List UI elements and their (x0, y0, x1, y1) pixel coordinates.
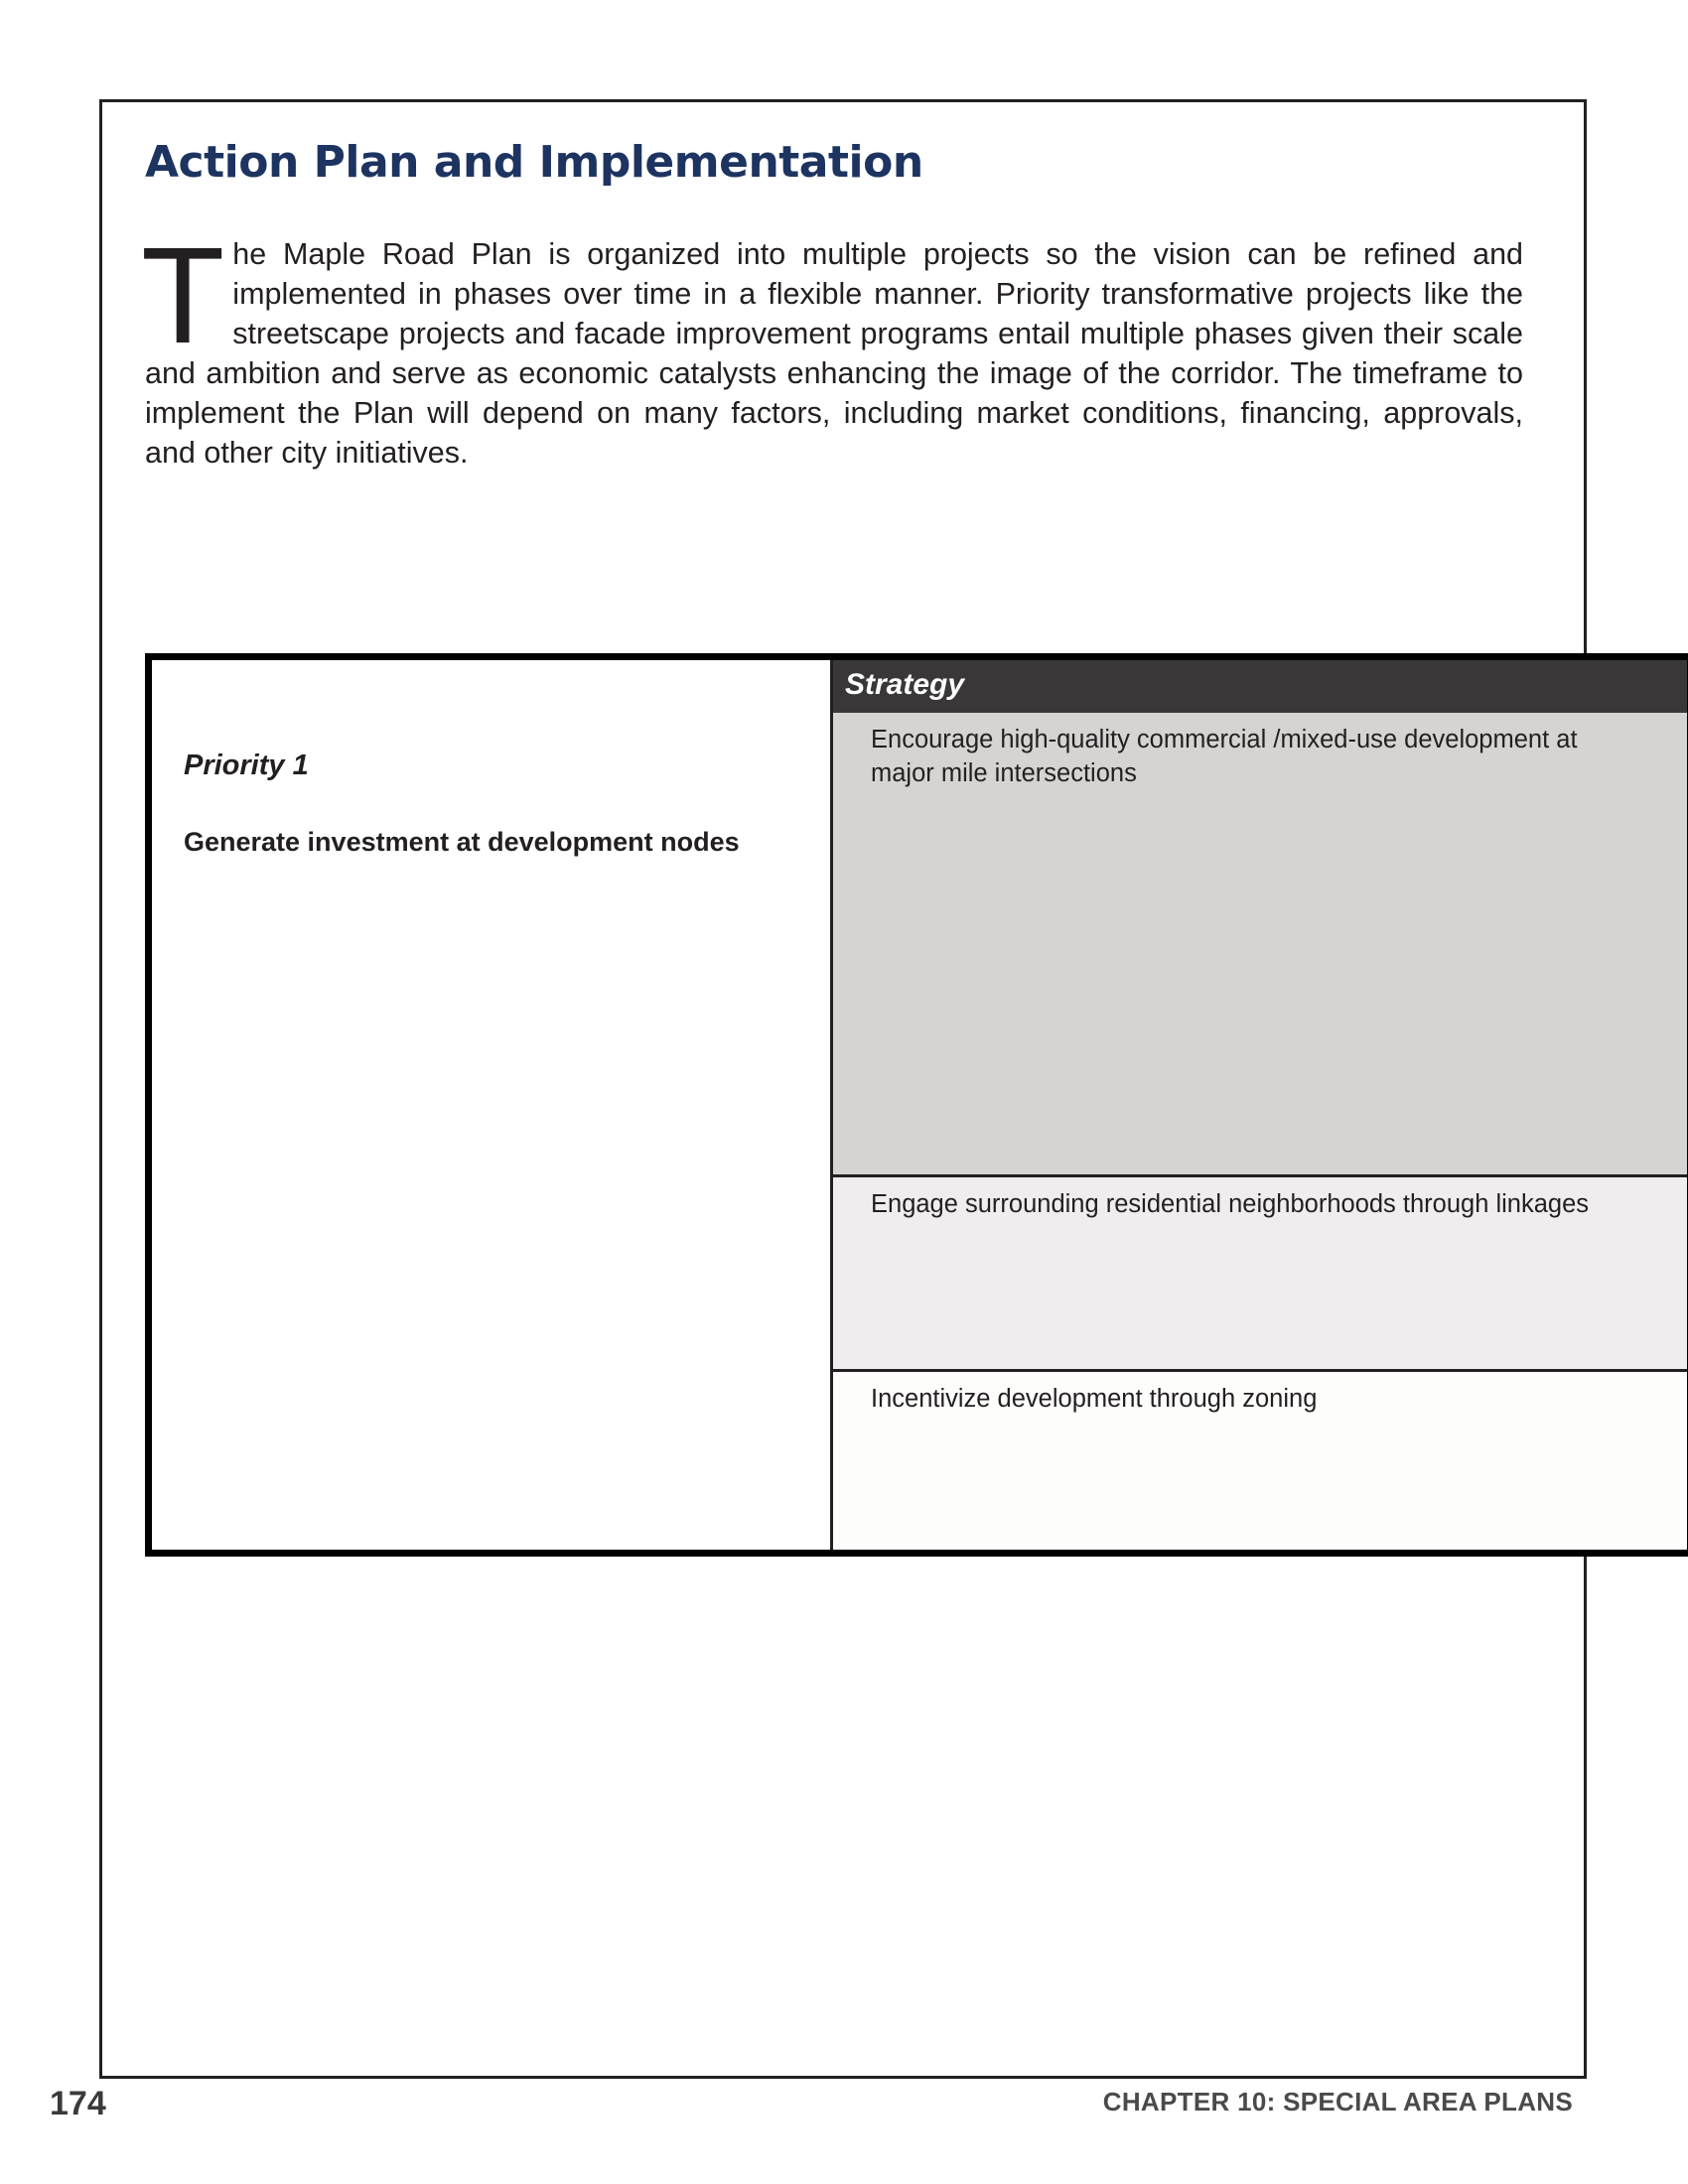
intro-text: he Maple Road Plan is organized into multiple projects so the vision can be refined and implemented in phases over time in a flexible manner. Priority transformative projects like the streetscape projects and facade improvement programs entail multiple phases given their scale and ambition and serve as economic catalysts enhancing the image of the corridor. The timeframe to implement the Plan will depend on many factors, including market conditions, financing, approvals, and other city initiatives. (145, 237, 1523, 470)
strategy-row: Incentivize development through zoning (833, 1372, 1687, 1550)
priority-label: Priority 1 (184, 750, 309, 781)
priority-cell (152, 660, 833, 1550)
page-number: 174 (50, 2085, 106, 2122)
action-plan-table (145, 653, 1688, 1557)
drop-cap: T (141, 219, 225, 372)
priority-goal: Generate investment at development nodes (184, 827, 740, 857)
chapter-label: CHAPTER 10: SPECIAL AREA PLANS (1102, 2087, 1573, 2116)
intro-paragraph (141, 219, 1523, 473)
strategy-header: Strategy (833, 660, 1687, 713)
strategy-row: Engage surrounding residential neighborhoods through linkages (833, 1177, 1687, 1372)
page-title: Action Plan and Implementation (145, 137, 923, 188)
strategy-column (833, 660, 1687, 1550)
strategy-row: Encourage high-quality commercial /mixed-use development at major mile intersections (833, 713, 1687, 1177)
